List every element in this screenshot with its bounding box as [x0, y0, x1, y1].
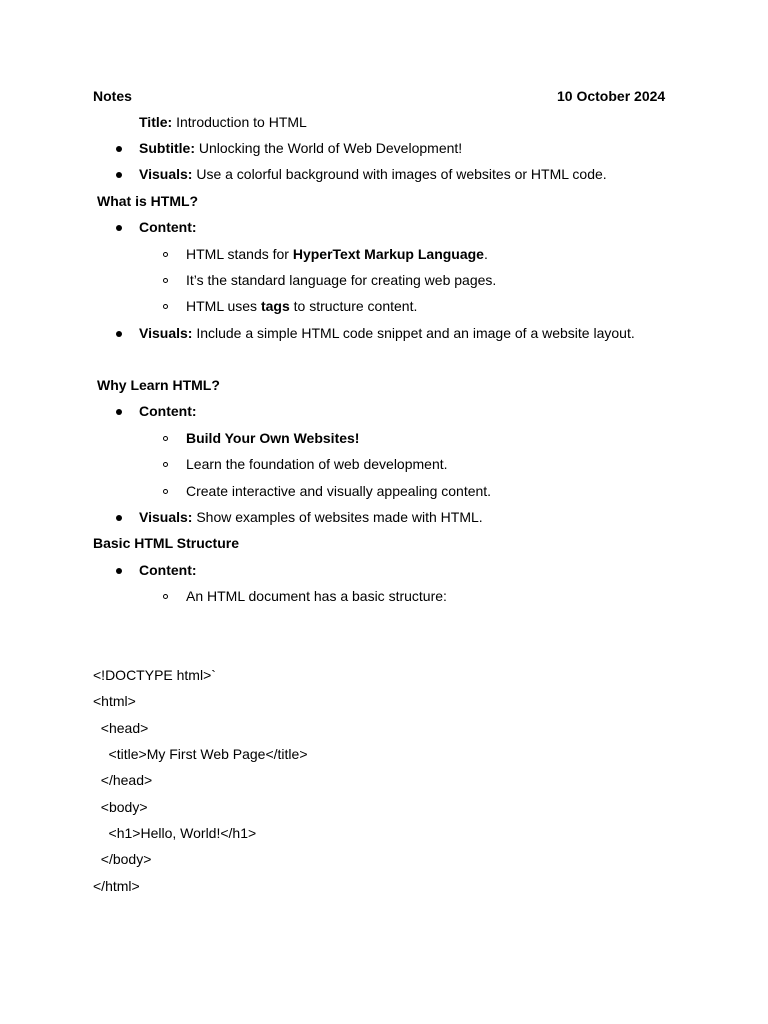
- section-heading-basic-structure: Basic HTML Structure: [93, 535, 239, 551]
- subtitle-line: Subtitle: Unlocking the World of Web Development!: [139, 140, 463, 156]
- code-line: <head>: [93, 720, 149, 736]
- section-heading-why-learn-html: Why Learn HTML?: [97, 377, 220, 393]
- list-item: Create interactive and visually appealing content.: [186, 483, 492, 499]
- sub-bullet-icon: [163, 489, 168, 494]
- list-item: An HTML document has a basic structure:: [186, 588, 447, 604]
- content-label: Content:: [139, 403, 197, 419]
- list-item: HTML uses tags to structure content.: [186, 298, 418, 314]
- list-item: Build Your Own Websites!: [186, 430, 360, 446]
- sub-bullet-icon: [163, 252, 168, 257]
- code-line: </html>: [93, 878, 140, 894]
- sub-bullet-icon: [163, 436, 168, 441]
- bullet-icon: [116, 515, 122, 521]
- code-line: <html>: [93, 693, 136, 709]
- list-item: HTML stands for HyperText Markup Language.: [186, 246, 488, 262]
- content-label: Content:: [139, 562, 197, 578]
- code-line: <body>: [93, 799, 148, 815]
- section-heading-what-is-html: What is HTML?: [97, 193, 199, 209]
- code-line: <title>My First Web Page</title>: [93, 746, 308, 762]
- code-line: <!DOCTYPE html>`: [93, 667, 216, 683]
- list-item: Learn the foundation of web development.: [186, 456, 448, 472]
- content-label: Content:: [139, 219, 197, 235]
- sub-bullet-icon: [163, 278, 168, 283]
- code-line: <h1>Hello, World!</h1>: [93, 825, 257, 841]
- bullet-icon: [116, 568, 122, 574]
- visuals-line: Visuals: Include a simple HTML code snippet and an image of a website layout.: [139, 325, 635, 341]
- code-line: </body>: [93, 851, 152, 867]
- notes-date: 10 October 2024: [557, 88, 666, 104]
- notes-label: Notes: [93, 88, 132, 104]
- list-item: It’s the standard language for creating web pages.: [186, 272, 497, 288]
- title-line: Title: Introduction to HTML: [139, 114, 307, 130]
- visuals-line: Visuals: Show examples of websites made with HTML.: [139, 509, 483, 525]
- sub-bullet-icon: [163, 304, 168, 309]
- code-line: </head>: [93, 772, 153, 788]
- visuals-line: Visuals: Use a colorful background with images of websites or HTML code.: [139, 166, 607, 182]
- bullet-icon: [116, 409, 122, 415]
- bullet-icon: [116, 172, 122, 178]
- sub-bullet-icon: [163, 462, 168, 467]
- bullet-icon: [116, 225, 122, 231]
- bullet-icon: [116, 146, 122, 152]
- bullet-icon: [116, 331, 122, 337]
- sub-bullet-icon: [163, 594, 168, 599]
